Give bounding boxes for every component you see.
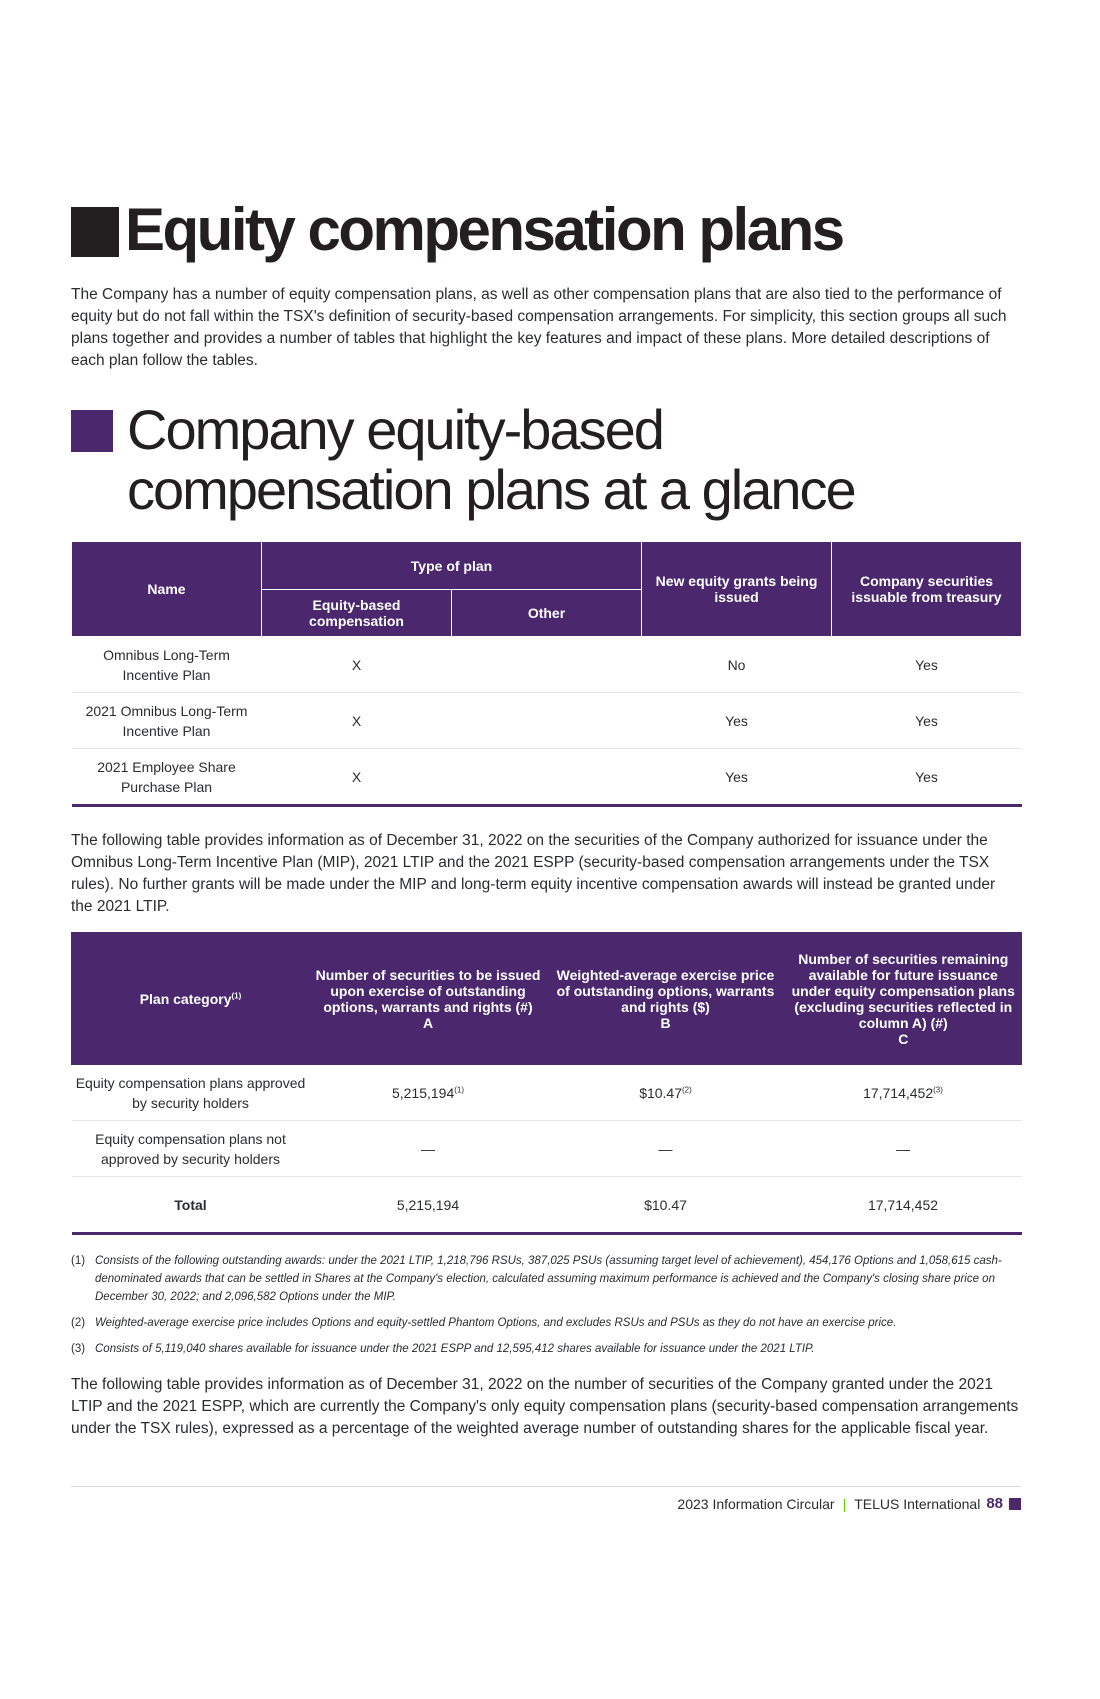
- col-c-value: —: [785, 1121, 1022, 1177]
- equity-mark: X: [262, 637, 452, 693]
- plan-category: Equity compensation plans not approved by security holders: [72, 1121, 310, 1177]
- total-col-b: $10.47: [644, 1196, 687, 1213]
- header-equity-based: Equity-based compensation: [262, 590, 452, 637]
- header-col-b: Weighted-average exercise price of outstanding options, warrants and rights ($) B: [547, 932, 785, 1065]
- equity-mark: X: [262, 693, 452, 749]
- securities-authorized-paragraph: The following table provides information as of December 31, 2022 on the securities of the Company authorized for issuance under the Omnibus Long-Term Incentive Plan (MIP), 2021 LTIP and the 2021 ESPP (security-based compensation arrangements under the TSX rules). No further grants will be made under the MIP and long-term equity incentive compensation awards will instead be granted under the 2021 LTIP.: [71, 832, 996, 915]
- new-grants-value: Yes: [725, 768, 748, 785]
- table-row: [72, 693, 1022, 749]
- subheading-square-icon: [71, 410, 113, 452]
- table-row: [72, 749, 1022, 806]
- header-name: Name: [72, 542, 262, 637]
- equity-mark: X: [351, 768, 362, 785]
- other-mark: [452, 693, 642, 749]
- header-plan-category: Plan category$^{(1)}$: [72, 932, 310, 1065]
- col-a-value: 5,215,194$^{(1)}$: [310, 1065, 547, 1121]
- header-col-c: Number of securities remaining available for future issuance under equity compensation plans (excluding securities reflected in column A) (#) C: [785, 932, 1022, 1065]
- plan-category: Equity compensation plans approved by security holders: [72, 1065, 310, 1121]
- footnote: (3) Consists of 5,119,040 shares available for issuance under the 2021 ESPP and 12,595,412 shares available for issuance under the 2021 LTIP.: [71, 1343, 815, 1355]
- other-mark: [452, 637, 642, 693]
- col-b-value: $10.47$^{(2)}$: [547, 1065, 785, 1121]
- footer-square-icon: [1009, 1498, 1021, 1510]
- plan-name: Omnibus Long-Term Incentive Plan: [72, 637, 262, 693]
- main-heading-block: [71, 196, 843, 263]
- table-row: [72, 1121, 1022, 1177]
- total-label: Total: [174, 1196, 207, 1213]
- footnotes: [71, 1252, 1021, 1366]
- plan-name: 2021 Employee Share Purchase Plan: [97, 758, 236, 795]
- new-grants-value: No: [642, 637, 832, 693]
- footnote: (1) Consists of the following outstanding awards: under the 2021 LTIP, 1,218,796 RSUs, 387,025 PSUs (assuming target level of achievement), 454,176 Options and 1,058,615 cash-denominated awards that can be settled in Shares at the Company's election, calculated assuming maximum performance is achieved and the Company's closing share price on December 30, 2022; and 2,096,582 Options under the MIP.: [71, 1255, 1002, 1303]
- footer-separator: |: [842, 1495, 847, 1512]
- section-title: Company equity-based compensation plans at a glance: [127, 398, 855, 521]
- page-footer: [677, 1495, 1021, 1512]
- page-title: Equity compensation plans: [125, 196, 843, 263]
- col-a-value: —: [310, 1121, 547, 1177]
- page-number: 88: [986, 1495, 1003, 1512]
- header-col-a: Number of securities to be issued upon exercise of outstanding options, warrants and rights (#) A: [310, 932, 547, 1065]
- footer-company: TELUS International: [854, 1495, 981, 1512]
- total-row: [72, 1177, 1022, 1234]
- granted-securities-paragraph: The following table provides information as of December 31, 2022 on the number of securities of the Company granted under the 2021 LTIP and the 2021 ESPP, which are currently the Company's only equity compensation plans (security-based compensation arrangements under the TSX rules), expressed as a percentage of the weighted average number of outstanding shares for the applicable fiscal year.: [71, 1376, 1019, 1437]
- heading-square-icon: [71, 207, 119, 257]
- table-row: [72, 637, 1022, 693]
- header-treasury: Company securities issuable from treasury: [832, 542, 1022, 637]
- other-mark: [452, 749, 642, 806]
- new-grants-value: Yes: [642, 693, 832, 749]
- table-row: [72, 1065, 1022, 1121]
- treasury-value: Yes: [915, 768, 938, 785]
- total-col-c: 17,714,452: [867, 1196, 939, 1213]
- footer-doc-title: 2023 Information Circular: [677, 1495, 835, 1512]
- footer-divider: [71, 1486, 1021, 1487]
- treasury-value: Yes: [832, 637, 1022, 693]
- col-c-value: 17,714,452$^{(3)}$: [785, 1065, 1022, 1121]
- treasury-value: Yes: [832, 693, 1022, 749]
- plan-name: 2021 Omnibus Long-Term Incentive Plan: [72, 693, 262, 749]
- subheading-block: [71, 400, 887, 520]
- header-new-grants: New equity grants being issued: [642, 542, 832, 637]
- header-type-of-plan: Type of plan: [262, 542, 642, 590]
- intro-paragraph: The Company has a number of equity compensation plans, as well as other compensation plans that are also tied to the performance of equity but do not fall within the TSX's definition of security-based compensation arrangements. For simplicity, this section groups all such plans together and provides a number of tables that highlight the key features and impact of these plans. More detailed descriptions of each plan follow the tables.: [71, 286, 1007, 369]
- footnote: (2) Weighted-average exercise price includes Options and equity-settled Phantom Options, and excludes RSUs and PSUs as they do not have an exercise price.: [71, 1317, 897, 1329]
- total-col-a: 5,215,194: [396, 1196, 460, 1213]
- col-b-value: —: [547, 1121, 785, 1177]
- header-other: Other: [452, 590, 642, 637]
- plans-at-a-glance-table: [71, 541, 1022, 807]
- securities-authorized-table: [71, 932, 1022, 1235]
